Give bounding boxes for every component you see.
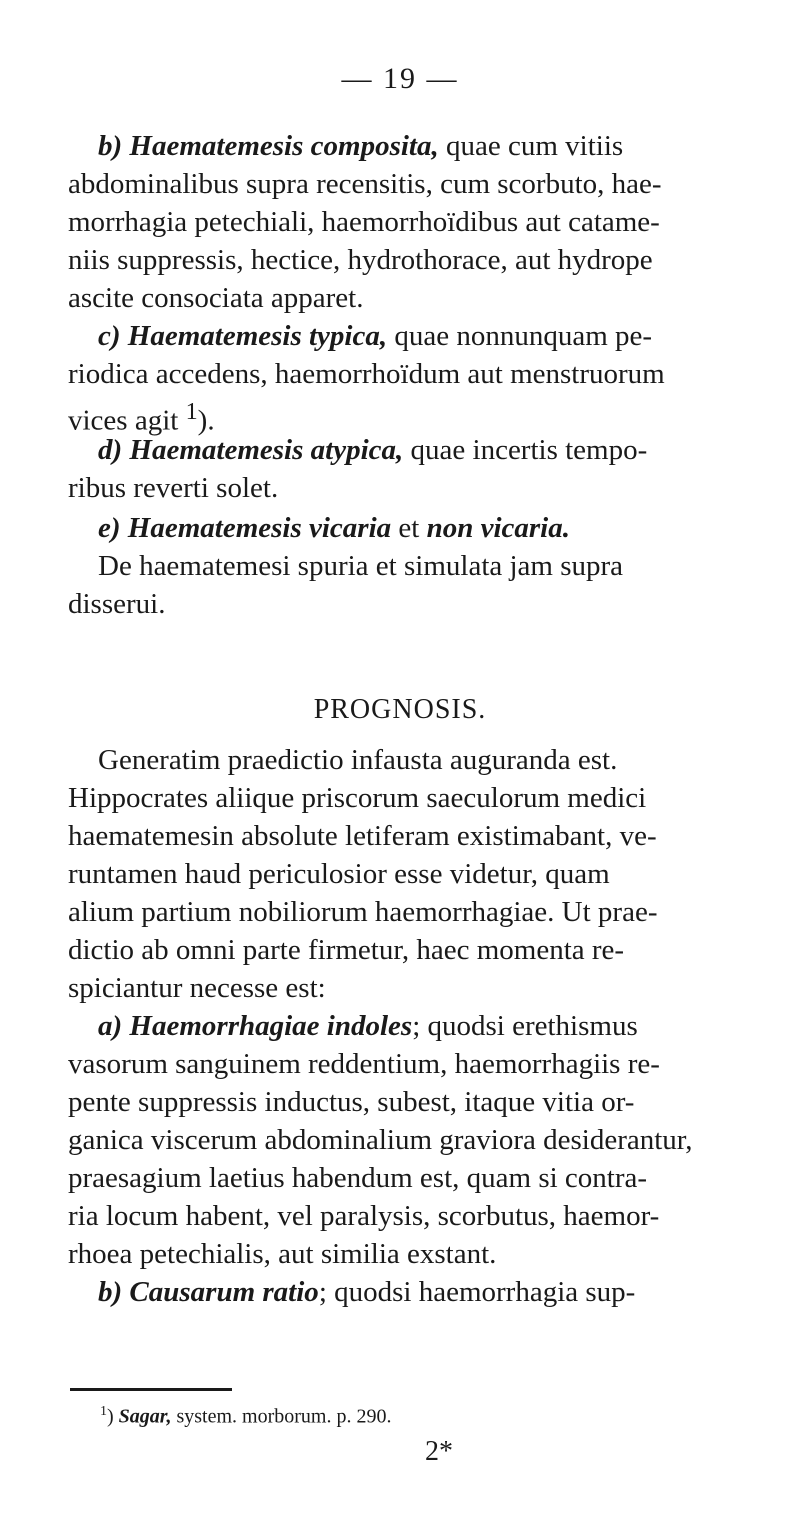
section-d-line-1 (98, 432, 647, 468)
item-a-line-6: ria locum habent, vel paralysis, scorbutus, haemor- (68, 1200, 660, 1232)
item-a-line-1 (98, 1008, 638, 1044)
footnote-reference: 1 (185, 398, 198, 425)
item-a-line-4: ganica viscerum abdominalium graviora desiderantur, (68, 1124, 693, 1156)
item-a-marker: a) (98, 1010, 123, 1042)
section-e-title: Haematemesis vicaria (127, 512, 392, 544)
page-number: — 19 — (341, 62, 459, 95)
footnote-number: 1 (100, 1404, 107, 1419)
prognosis-line-3: haematemesin absolute letiferam existimabant, ve- (68, 820, 657, 852)
item-a-line-5: praesagium laetius habendum est, quam si contra- (68, 1162, 648, 1194)
section-e-connector: et (398, 512, 420, 544)
section-c-marker: c) (98, 320, 121, 352)
prognosis-line-4: runtamen haud periculosior esse videtur, quam (68, 858, 610, 890)
item-b-marker: b) (98, 1276, 123, 1308)
item-b-text: ; quodsi haemorrhagia sup- (318, 1276, 636, 1308)
footnote-author: Sagar, (118, 1405, 172, 1428)
prognosis-line-2: Hippocrates aliique priscorum saeculorum medici (68, 782, 647, 814)
item-b-line-1 (98, 1274, 635, 1310)
section-b-line-2: abdominalibus supra recensitis, cum scorbuto, hae- (68, 168, 662, 200)
item-a-line-7: rhoea petechialis, aut similia exstant. (68, 1238, 497, 1270)
section-c-line-3-end: ). (197, 404, 215, 437)
item-a-title: Haemorrhagiae indoles (129, 1010, 413, 1042)
section-d-marker: d) (98, 434, 123, 466)
section-b-line-1 (98, 128, 623, 164)
prognosis-line-1: Generatim praedictio infausta auguranda est. (98, 744, 618, 776)
section-e-title-2: non vicaria. (426, 512, 570, 544)
section-e-marker: e) (98, 512, 121, 544)
item-b-title: Causarum ratio (129, 1276, 319, 1308)
section-b-line-4: niis suppressis, hectice, hydrothorace, aut hydrope (68, 244, 653, 276)
footnote-text: system. morborum. p. 290. (176, 1405, 392, 1428)
section-b-marker: b) (98, 130, 123, 162)
signature-mark: 2* (425, 1436, 453, 1467)
section-d-line-2: ribus reverti solet. (68, 472, 279, 504)
section-d-text: quae incertis tempo- (410, 434, 648, 466)
section-b-line-5: ascite consociata apparet. (68, 282, 364, 314)
footnote-close: ) (107, 1405, 114, 1428)
spuria-line-1: De haematemesi spuria et simulata jam supra (98, 550, 624, 582)
section-c-line-1 (98, 318, 652, 354)
item-a-text: ; quodsi erethismus (412, 1010, 638, 1042)
section-e-line-1 (98, 510, 570, 546)
footnote-rule (70, 1388, 232, 1391)
section-b-text: quae cum vitiis (445, 130, 624, 162)
section-c-title: Haematemesis typica, (127, 320, 388, 352)
section-heading: PROGNOSIS. (313, 694, 487, 725)
section-b-title: Haematemesis composita, (129, 130, 439, 162)
section-b-line-3: morrhagia petechiali, haemorrhoïdibus aut catame- (68, 206, 660, 238)
item-a-line-3: pente suppressis inductus, subest, itaque vitia or- (68, 1086, 635, 1118)
prognosis-line-6: dictio ab omni parte firmetur, haec momenta re- (68, 934, 625, 966)
item-a-line-2: vasorum sanguinem reddentium, haemorrhagiis re- (68, 1048, 660, 1080)
footnote (100, 1404, 391, 1429)
prognosis-line-5: alium partium nobiliorum haemorrhagiae. Ut prae- (68, 896, 658, 928)
section-c-text: quae nonnunquam pe- (394, 320, 653, 352)
section-d-title: Haematemesis atypica, (129, 434, 404, 466)
spuria-line-2: disserui. (68, 588, 166, 620)
section-c-line-2: riodica accedens, haemorrhoïdum aut menstruorum (68, 358, 665, 390)
section-c-line-3-text: vices agit (68, 404, 179, 437)
prognosis-line-7: spiciantur necesse est: (68, 972, 326, 1004)
